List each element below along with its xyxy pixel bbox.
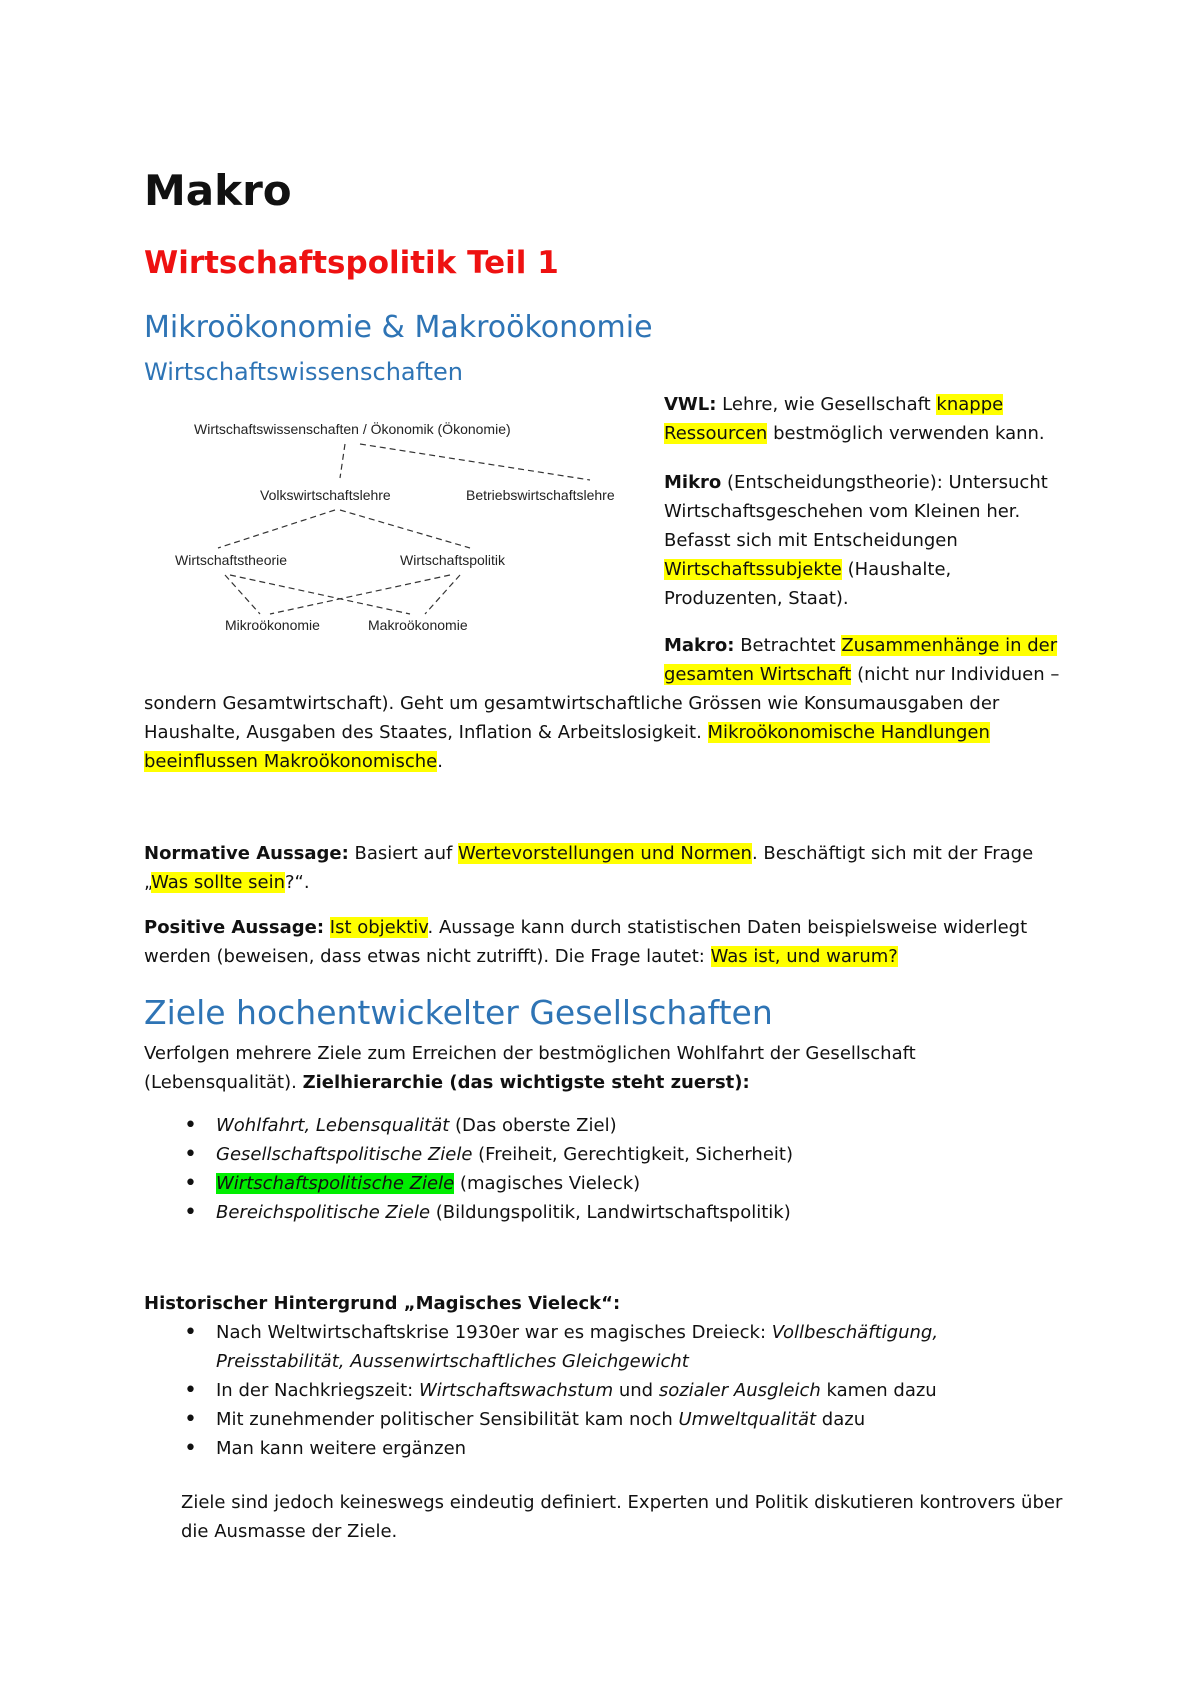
- heading-ziele: Ziele hochentwickelter Gesellschaften: [144, 993, 773, 1032]
- makro-paragraph-right: [664, 631, 1124, 689]
- heading-mikro-makro: Mikroökonomie & Makroökonomie: [144, 310, 653, 345]
- makro-text: (nicht nur Individuen –: [851, 664, 1060, 685]
- list-item: [144, 1434, 1084, 1463]
- highlight-was-sollte-sein: Was sollte sein: [151, 872, 285, 893]
- vwl-text: Lehre, wie Gesellschaft: [716, 394, 937, 415]
- normative-quote: ?“.: [285, 872, 310, 893]
- diagram-root: Wirtschaftswissenschaften / Ökonomik (Ökonomie): [194, 421, 511, 437]
- list-item: [144, 1376, 1084, 1405]
- makro-paragraph-full: [144, 689, 1084, 776]
- historisch-em: Umweltqualität: [678, 1409, 817, 1430]
- normative-quote: „: [144, 872, 152, 893]
- highlight-wertevorstellungen: Wertevorstellungen und Normen: [458, 843, 752, 864]
- ziel-detail: (magisches Vieleck): [454, 1173, 641, 1194]
- ziel-detail: (Bildungspolitik, Landwirtschaftspolitik): [430, 1202, 791, 1223]
- highlight-mikro-handlungen: Mikroökonomische Handlungen: [707, 722, 990, 743]
- historisch-text: Nach Weltwirtschaftskrise 1930er war es magisches Dreieck:: [216, 1322, 772, 1343]
- makro-line: sondern Gesamtwirtschaft). Geht um gesamtwirtschaftliche Grössen wie Konsumausgaben der: [144, 693, 1000, 714]
- historisch-em: Wirtschaftswachstum: [418, 1380, 614, 1401]
- diagram-theorie: Wirtschaftstheorie: [175, 552, 288, 568]
- historisch-em: Preisstabilität, Aussenwirtschaftliches Gleichgewicht: [216, 1351, 689, 1372]
- highlight-wirtschaftssubjekte: Wirtschaftssubjekte: [664, 559, 842, 580]
- list-item: [144, 1198, 1084, 1227]
- ziel-detail: (Das oberste Ziel): [449, 1115, 617, 1136]
- makro-text: Betrachtet: [734, 635, 842, 656]
- positive-text: [324, 917, 330, 938]
- closing-line: Ziele sind jedoch keineswegs eindeutig definiert. Experten und Politik diskutieren kontrovers über: [181, 1492, 1063, 1513]
- historisch-em: Vollbeschäftigung,: [771, 1322, 939, 1343]
- positive-label: Positive Aussage:: [144, 917, 325, 938]
- makro-line: .: [437, 751, 443, 772]
- list-item: [144, 1405, 1084, 1434]
- historisch-text: Mit zunehmender politischer Sensibilität kam noch: [216, 1409, 679, 1430]
- normative-text: . Beschäftigt sich mit der Frage: [751, 843, 1034, 864]
- highlight-knappe: knappe: [936, 394, 1004, 415]
- mikro-line: (Entscheidungstheorie): Untersucht: [721, 472, 1048, 493]
- mikro-line: Produzenten, Staat).: [664, 588, 849, 609]
- normative-label: Normative Aussage:: [144, 843, 349, 864]
- list-item: [144, 1111, 1084, 1140]
- mikro-line: (Haushalte,: [841, 559, 952, 580]
- ziele-line: (Lebensqualität).: [144, 1072, 303, 1093]
- positive-text: werden (beweisen, dass etwas nicht zutrifft). Die Frage lautet:: [144, 946, 711, 967]
- ziel-name: Wohlfahrt, Lebensqualität: [216, 1115, 450, 1136]
- historisch-text: Man kann weitere ergänzen: [216, 1438, 467, 1459]
- list-item: [144, 1318, 1084, 1376]
- diagram-bwl: Betriebswirtschaftslehre: [466, 487, 615, 503]
- closing-line: die Ausmasse der Ziele.: [181, 1521, 398, 1542]
- diagram-politik: Wirtschaftspolitik: [400, 552, 506, 568]
- historisch-list: [144, 1318, 1084, 1463]
- mikro-paragraph: [664, 468, 1084, 613]
- diagram-mikro: Mikroökonomie: [225, 617, 320, 633]
- highlight-ist-objektiv: Ist objektiv: [329, 917, 428, 938]
- vwl-label: VWL:: [664, 394, 717, 415]
- makro-label: Makro:: [664, 635, 735, 656]
- makro-line: Haushalte, Ausgaben des Staates, Inflation & Arbeitslosigkeit.: [144, 722, 708, 743]
- mikro-line: Befasst sich mit Entscheidungen: [664, 530, 958, 551]
- list-item: [144, 1140, 1084, 1169]
- closing-paragraph: [181, 1488, 1121, 1546]
- highlight-zusammenhaenge: Zusammenhänge in der: [841, 635, 1058, 656]
- historisch-text: dazu: [816, 1409, 866, 1430]
- normative-text: Basiert auf: [348, 843, 459, 864]
- ziele-line: Verfolgen mehrere Ziele zum Erreichen der bestmöglichen Wohlfahrt der Gesellschaft: [144, 1043, 916, 1064]
- historisch-text: In der Nachkriegszeit:: [216, 1380, 419, 1401]
- ziel-name: Gesellschaftspolitische Ziele: [216, 1144, 473, 1165]
- ziele-list: [144, 1111, 1084, 1227]
- historisch-em: sozialer Ausgleich: [658, 1380, 821, 1401]
- diagram-makro: Makroökonomie: [368, 617, 468, 633]
- page-title: Makro: [144, 166, 292, 215]
- vwl-paragraph: [664, 390, 1084, 448]
- diagram-vwl: Volkswirtschaftslehre: [260, 487, 391, 503]
- ziel-name-highlighted: Wirtschaftspolitische Ziele: [216, 1173, 455, 1194]
- heading-wirtschaftspolitik: Wirtschaftspolitik Teil 1: [144, 245, 559, 281]
- highlight-beeinflussen: beeinflussen Makroökonomische: [144, 751, 438, 772]
- normative-paragraph: [144, 839, 1084, 897]
- mikro-label: Mikro: [664, 472, 722, 493]
- highlight-was-ist: Was ist, und warum?: [710, 946, 898, 967]
- vwl-text-end: bestmöglich verwenden kann.: [767, 423, 1045, 444]
- hierarchy-diagram: [170, 410, 640, 640]
- historisch-text: und: [613, 1380, 659, 1401]
- positive-text: . Aussage kann durch statistischen Daten beispielsweise widerlegt: [427, 917, 1028, 938]
- highlight-ressourcen: Ressourcen: [664, 423, 768, 444]
- ziele-intro: [144, 1039, 1084, 1097]
- zielhierarchie-label: Zielhierarchie (das wichtigste steht zuerst):: [302, 1072, 750, 1093]
- subheading-wirtschaftswissenschaften: Wirtschaftswissenschaften: [144, 358, 464, 386]
- historisch-title: Historischer Hintergrund „Magisches Vieleck“:: [144, 1293, 621, 1314]
- ziel-name: Bereichspolitische Ziele: [216, 1202, 431, 1223]
- historisch-heading: [144, 1289, 620, 1318]
- mikro-line: Wirtschaftsgeschehen vom Kleinen her.: [664, 501, 1021, 522]
- ziel-detail: (Freiheit, Gerechtigkeit, Sicherheit): [472, 1144, 793, 1165]
- list-item: [144, 1169, 1084, 1198]
- highlight-gesamten-wirtschaft: gesamten Wirtschaft: [664, 664, 852, 685]
- positive-paragraph: [144, 913, 1084, 971]
- historisch-text: kamen dazu: [820, 1380, 937, 1401]
